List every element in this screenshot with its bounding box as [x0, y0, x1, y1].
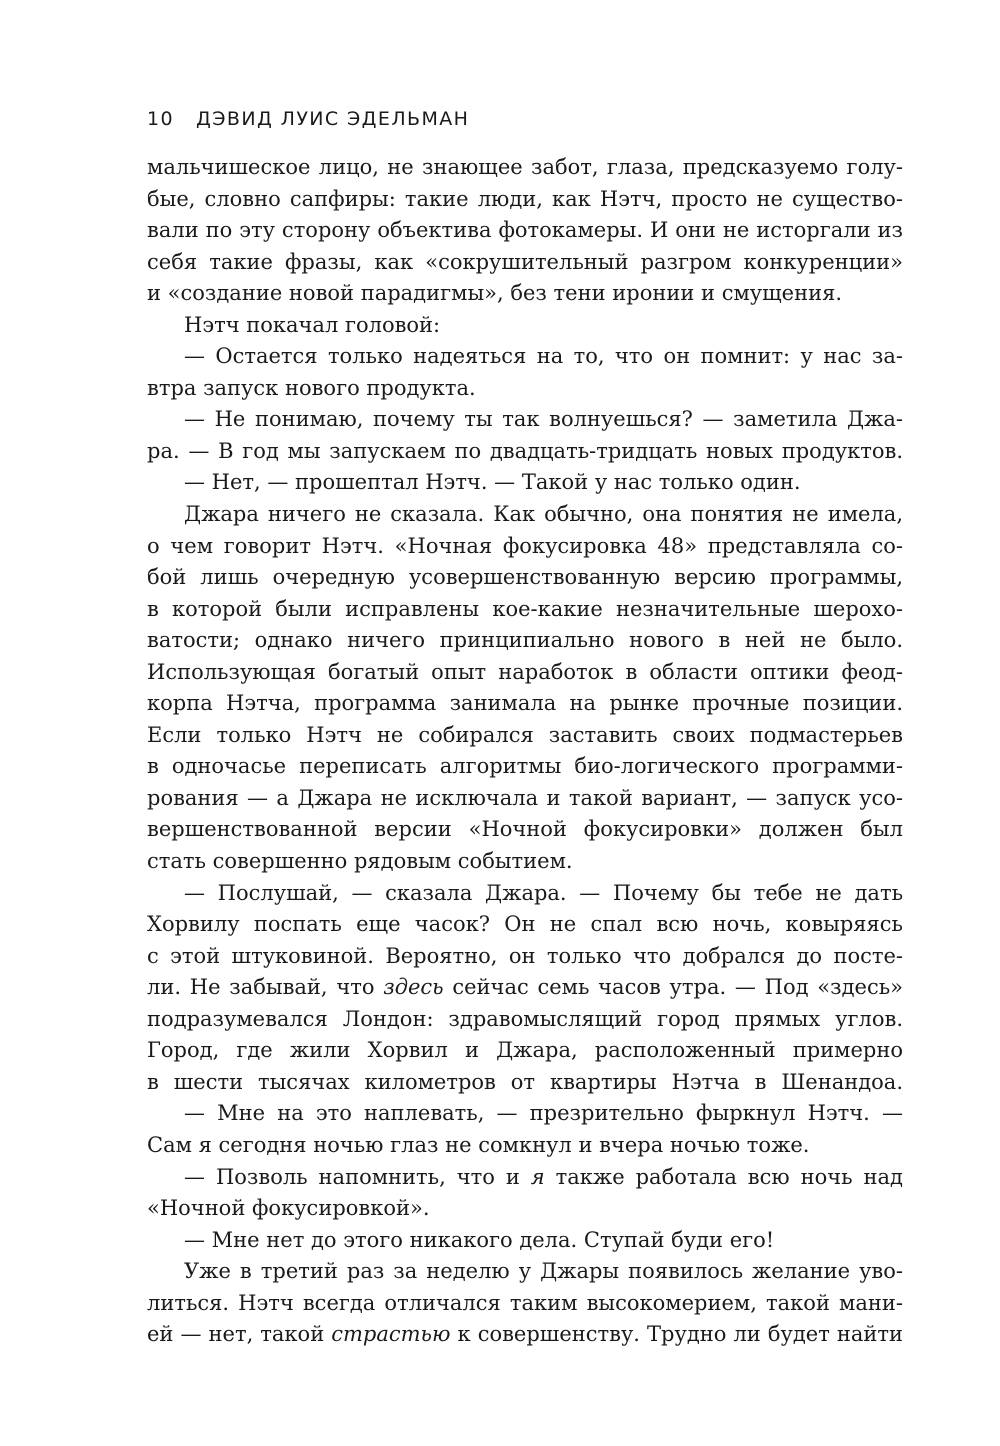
text-line: — Не понимаю, почему ты так волнуешься? — заметила Джа-	[184, 407, 903, 432]
text-line: бые, словно сапфиры: такие люди, как Нэтч, просто не существо-	[147, 186, 903, 211]
text-line: Сам я сегодня ночью глаз не сомкнул и вчера ночью тоже.	[147, 1132, 810, 1157]
text-line: рования — а Джара не исключала и такой вариант, — запуск усо-	[147, 785, 903, 810]
text-line: Город, где жили Хорвил и Джара, расположенный примерно	[147, 1038, 903, 1063]
text-line: ра. — В год мы запускаем по двадцать-тридцать новых продуктов.	[147, 438, 903, 463]
text-line: ей — нет, такой страстью к совершенству. Трудно ли будет найти	[147, 1322, 903, 1347]
text-line: вершенствованной версии «Ночной фокусировки» должен был	[147, 817, 903, 842]
italic-emphasis: я	[530, 1164, 545, 1189]
text-line: Джара ничего не сказала. Как обычно, она понятия не имела,	[184, 502, 903, 527]
text-line: бой лишь очередную усовершенствованную версию программы,	[147, 565, 903, 590]
text-line: — Мне нет до этого никакого дела. Ступай буди его!	[184, 1227, 775, 1252]
text-line: с этой штуковиной. Вероятно, он только что добрался до посте-	[147, 943, 903, 968]
text-line: корпа Нэтча, программа занимала на рынке прочные позиции.	[147, 691, 903, 716]
text-line: стать совершенно рядовым событием.	[147, 849, 573, 874]
text-line: Хорвилу поспать еще часок? Он не спал всю ночь, ковыряясь	[147, 912, 903, 937]
text-line: себя такие фразы, как «сокрушительный разгром конкуренции»	[147, 249, 903, 274]
italic-emphasis: страстью	[331, 1322, 451, 1347]
text-line: — Остается только надеяться на то, что он помнит: у нас за-	[184, 344, 903, 369]
author-name: ДЭВИД ЛУИС ЭДЕЛЬМАН	[195, 108, 470, 130]
text-line: — Позволь напомнить, что и я также работала всю ночь над	[184, 1164, 903, 1189]
text-line: литься. Нэтч всегда отличался таким высокомерием, такой мани-	[147, 1290, 903, 1315]
text-line: вали по эту сторону объектива фотокамеры. И они не исторгали из	[147, 218, 903, 243]
text-line: ли. Не забывай, что здесь сейчас семь часов утра. — Под «здесь»	[147, 975, 903, 1000]
text-line: «Ночной фокусировкой».	[147, 1196, 430, 1221]
text-line: в которой были исправлены кое-какие незначительные шерохо-	[147, 596, 903, 621]
text-line: подразумевался Лондон: здравомыслящий город прямых углов.	[147, 1006, 903, 1031]
page-number: 10	[147, 108, 174, 130]
text-line: — Послушай, — сказала Джара. — Почему бы тебе не дать	[184, 880, 903, 905]
text-line: Если только Нэтч не собирался заставить своих подмастерьев	[147, 722, 903, 747]
text-line: Использующая богатый опыт наработок в области оптики феод-	[147, 659, 903, 684]
text-line: в одночасье переписать алгоритмы био-логического программи-	[147, 754, 903, 779]
italic-emphasis: здесь	[383, 975, 444, 1000]
running-header	[147, 108, 469, 130]
text-line: втра запуск нового продукта.	[147, 375, 476, 400]
text-line: Нэтч покачал головой:	[184, 312, 441, 337]
text-line: и «создание новой парадигмы», без тени иронии и смущения.	[147, 281, 843, 306]
text-line: ватости; однако ничего принципиально нового в ней не было.	[147, 628, 903, 653]
text-line: Уже в третий раз за неделю у Джары появилось желание уво-	[184, 1259, 903, 1284]
text-line: мальчишеское лицо, не знающее забот, глаза, предсказуемо голу-	[147, 155, 903, 179]
text-line: в шести тысячах километров от квартиры Нэтча в Шенандоа.	[147, 1069, 903, 1094]
text-line: — Нет, — прошептал Нэтч. — Такой у нас только один.	[184, 470, 801, 495]
text-line: о чем говорит Нэтч. «Ночная фокусировка 48» представляла со-	[147, 533, 903, 558]
text-line: — Мне на это наплевать, — презрительно фыркнул Нэтч. —	[184, 1101, 903, 1126]
body-text	[147, 152, 903, 1351]
